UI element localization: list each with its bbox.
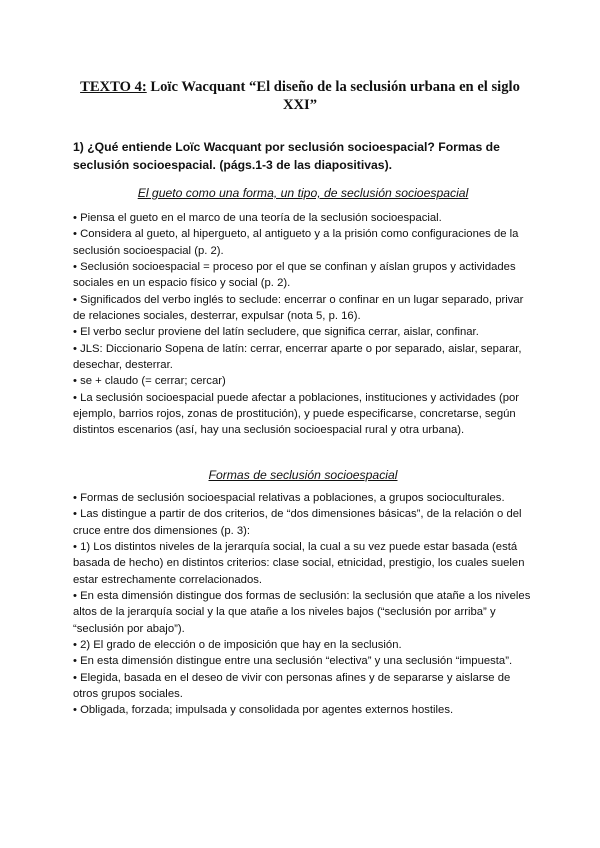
list-item: • Elegida, basada en el deseo de vivir con personas afines y de separarse y aislarse de otros grupos sociales. — [73, 671, 511, 701]
list-item: • El verbo seclur proviene del latín secludere, que significa cerrar, aislar, confinar. — [73, 326, 479, 339]
list-item: • Las distingue a partir de dos criterios, de “dos dimensiones básicas”, de la relación o del cruce entre dos dimensiones (p. 3): — [73, 508, 522, 537]
list-item: • En esta dimensión distingue entre una seclusión “electiva” y una seclusión “impuesta”. — [73, 655, 513, 668]
list-item: • Considera al gueto, al hipergueto, al antigueto y a la prisión como configuraciones de la seclusión socioespacial (p. 2). — [73, 228, 519, 257]
list-item: • Seclusión socioespacial = proceso por el que se confinan y aíslan grupos y actividades sociales en un espacio físico y social (p. 2). — [73, 261, 516, 290]
section-heading-formas: Formas de seclusión socioespacial — [208, 468, 398, 482]
list-item: • se + claudo (= cerrar; cercar) — [73, 375, 226, 388]
section-heading-gueto: El gueto como una forma, un tipo, de seclusión socioespacial — [137, 186, 469, 200]
title-text: Loïc Wacquant “El diseño de la seclusión urbana en el siglo XXI” — [146, 79, 520, 113]
section-body-formas — [73, 490, 535, 719]
list-item: • Significados del verbo inglés to seclude: encerrar o confinar en un lugar separado, privar de relaciones sociales, desterrar, expulsar (nota 5, p. 16). — [73, 293, 524, 323]
question-heading: 1) ¿Qué entiende Loïc Wacquant por seclusión socioespacial? Formas de seclusión socioespacial. (págs.1-3 de las diapositivas). — [73, 140, 500, 172]
list-item: • En esta dimensión distingue dos formas de seclusión: la seclusión que atañe a los niveles altos de la jerarquía social y la que atañe a los niveles bajos (“seclusión por arriba” y “seclusión por abajo”). — [73, 590, 531, 635]
list-item: • Obligada, forzada; impulsada y consolidada por agentes externos hostiles. — [73, 704, 454, 717]
list-item: • La seclusión socioespacial puede afectar a poblaciones, instituciones y actividades (por ejemplo, barrios rojos, zonas de prostitución), y puede especificarse, concretarse, según distintos escenarios (así, hay una seclusión socioespacial rural y otra urbana). — [73, 391, 520, 437]
list-item: • Formas de seclusión socioespacial relativas a poblaciones, a grupos socioculturales. — [73, 492, 505, 504]
list-item: • Piensa el gueto en el marco de una teoría de la seclusión socioespacial. — [73, 212, 442, 224]
list-item: • JLS: Diccionario Sopena de latín: cerrar, encerrar aparte o por separado, aislar, separar, desechar, desterrar. — [73, 342, 522, 372]
document-title — [70, 78, 530, 114]
list-item: • 2) El grado de elección o de imposición que hay en la seclusión. — [73, 639, 402, 652]
list-item: • 1) Los distintos niveles de la jerarquía social, la cual a su vez puede estar basada (está basada de hecho) en distintos criterios: clase social, etnicidad, prestigio, los cuales suelen estar estrechamente correlacionados. — [73, 541, 525, 586]
section-body-gueto — [73, 210, 535, 439]
title-lead: TEXTO 4: — [80, 79, 147, 95]
